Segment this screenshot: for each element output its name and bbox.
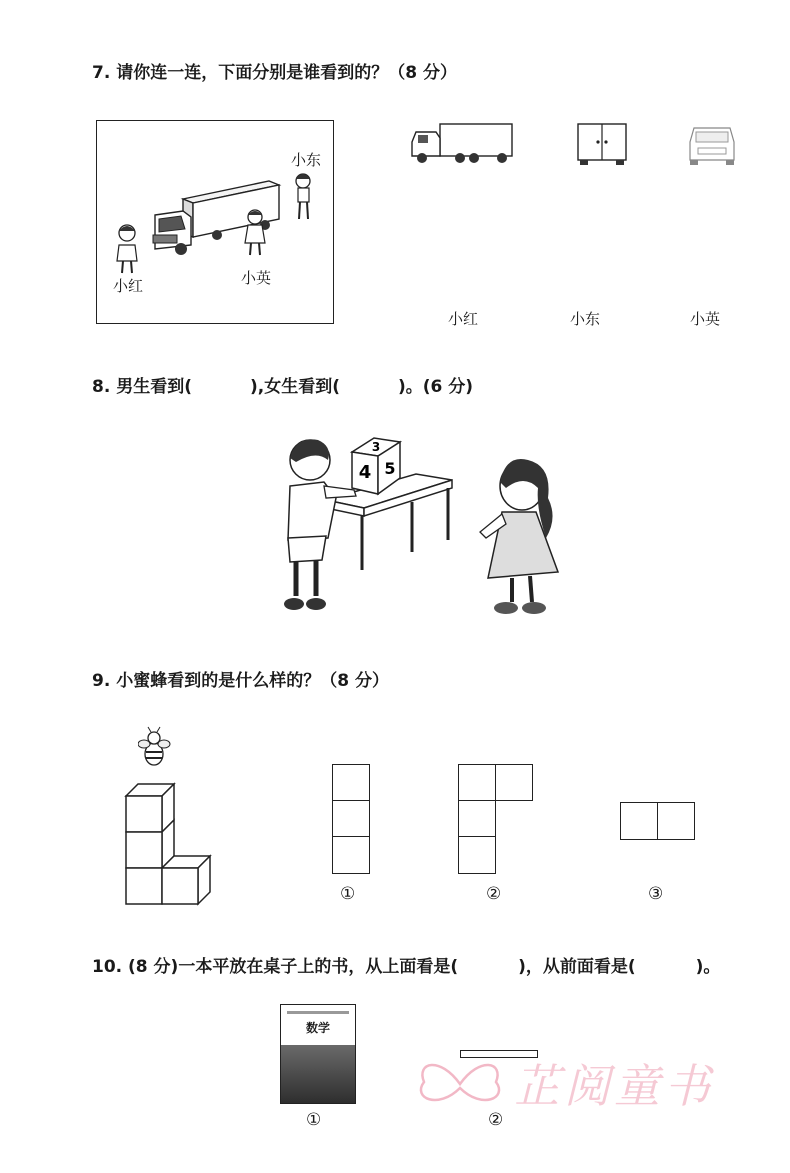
q8-cube-right-number: 5 bbox=[384, 459, 396, 478]
q10-text-b: )，从前面看是( bbox=[518, 957, 636, 977]
q8-cube-left-number: 4 bbox=[358, 462, 372, 483]
butterfly-logo-icon bbox=[410, 1052, 510, 1116]
q10-option-1-mark: ① bbox=[306, 1110, 322, 1130]
q7-scene-name-dong: 小东 bbox=[291, 151, 322, 169]
q7-scene-name-ying: 小英 bbox=[241, 269, 272, 287]
q7-title: 7. 请你连一连，下面分别是谁看到的？（8 分） bbox=[92, 63, 457, 83]
q7-answer-label-1: 小红 bbox=[448, 310, 479, 328]
q8-cube-top-number: 3 bbox=[371, 440, 381, 454]
q7-answer-label-3: 小英 bbox=[690, 310, 721, 328]
q8-illustration bbox=[266, 428, 566, 624]
watermark-text bbox=[514, 1050, 714, 1116]
q9-option-2-mark: ② bbox=[486, 884, 502, 904]
q7-option-truck-front[interactable] bbox=[686, 124, 738, 166]
q7-scene-name-hong: 小红 bbox=[113, 277, 144, 295]
q9-option-3-mark: ③ bbox=[648, 884, 664, 904]
q10-book-cover-art bbox=[281, 1045, 355, 1103]
q10-option-2-mark: ② bbox=[488, 1110, 504, 1130]
q10-text-a: 10. (8 分)一本平放在桌子上的书，从上面看是( bbox=[92, 957, 459, 977]
q7-option-truck-back[interactable] bbox=[576, 122, 628, 166]
q9-cube-stack bbox=[124, 778, 216, 908]
q8-text-c: )。(6 分) bbox=[397, 377, 474, 397]
q9-option-2-shape[interactable] bbox=[458, 764, 534, 874]
q7-option-truck-side[interactable] bbox=[408, 120, 516, 166]
q7-answer-label-2: 小东 bbox=[570, 310, 601, 328]
watermark-label: 芷阅童书 bbox=[514, 1059, 714, 1113]
q10-book-title: 数学 bbox=[305, 1021, 330, 1035]
q10-text-c: )。 bbox=[695, 957, 721, 977]
bee-icon bbox=[138, 726, 172, 772]
q9-title: 9. 小蜜蜂看到的是什么样的？（8 分） bbox=[92, 671, 389, 691]
q8-text-a: 8. 男生看到( bbox=[92, 377, 192, 397]
q9-option-1-mark: ① bbox=[340, 884, 356, 904]
q8-text-b: ),女生看到( bbox=[249, 377, 340, 397]
q9-option-1-shape[interactable] bbox=[332, 764, 370, 874]
q10-prompt bbox=[92, 952, 720, 977]
q7-scene-frame bbox=[96, 120, 334, 324]
q10-book-cover[interactable] bbox=[280, 1004, 356, 1104]
q8-prompt bbox=[92, 372, 473, 397]
q9-option-3-shape[interactable] bbox=[620, 802, 696, 840]
